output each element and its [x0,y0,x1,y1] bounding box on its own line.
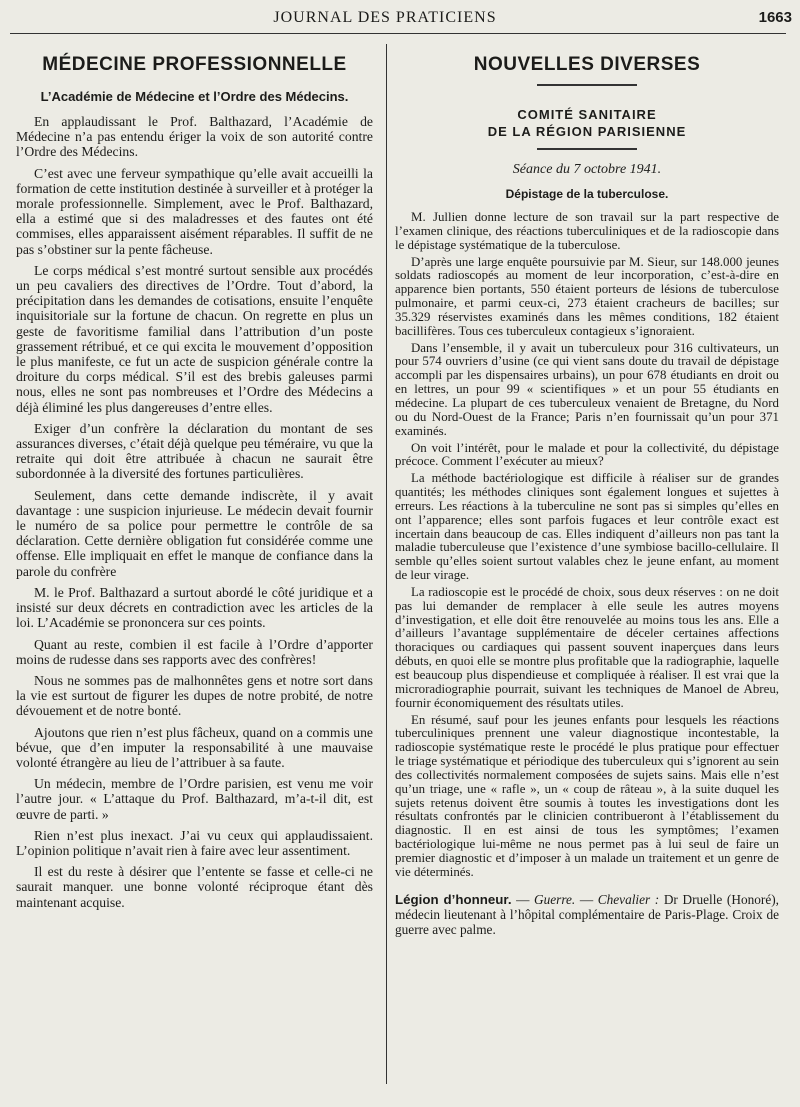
header-rule [10,33,786,34]
left-column [16,50,373,1090]
paragraph: On voit l’intérêt, pour le malade et pour la collectivité, du dépistage précoce. Comment l’exécuter au mieux? [395,440,779,469]
report-body [395,211,779,880]
committee-line: COMITÉ SANITAIRE [517,107,657,122]
paragraph: Le corps médical s’est montré surtout sensible aux procédés un peu cavaliers des directives de l’Ordre. Tout d’abord, la précipitation dans les demandes de cotisations, ensuite l’enquête inquisitoriale sur la fortune de chacun. On regrette en plus un geste de favoritisme familial dans l’attribution d’un poste grassement rétribué, et ce qui excita le mouvement d’opposition le plus manifeste, ce fut un acte de suspicion générale contre la droiture du corps médical. S’il est des brebis galeuses parmi nous, elles ne sont pas nombreuses et l’Ordre des Médecins a déjà éliminé les plus dangereuses d’entre elles. [16,262,373,415]
paragraph: Nous ne sommes pas de malhonnêtes gens et notre sort dans la vie est surtout de figurer les dupes de notre probité, de notre dévouement et de notre bonté. [16,672,373,719]
paragraph: Exiger d’un confrère la déclaration du montant de ses assurances diverses, c’était déjà quelque peu téméraire, vu que la retraite qui doit être attribuée à chacun ne saurait être subordonnée à la diversité des fortunes particulières. [16,420,373,482]
article-body [16,114,373,910]
right-column [395,50,779,1090]
honor-separator: — [511,891,535,907]
paragraph: Seulement, dans cette demande indiscrète, il y avait davantage : une suspicion injurieuse. Le médecin devait fournir le numéro de sa police pour permettre le contrôle de sa déclaration. Cette dernière obligation fut considérée comme une offense. Elle impliquait en effet le manque de confiance dans la parole du confrère [16,487,373,579]
paragraph: C’est avec une ferveur sympathique qu’elle avait accueilli la formation de cette institution destinée à surveiller et à protéger la morale professionnelle. Simplement, avec le Prof. Balthazard, ella a estimé que si des maladresses et des fautes ont été commises, elles apparaissent aisément réparables. Il suffit de ne pas s’obstiner sur la pente fâcheuse. [16,165,373,257]
committee-line: DE LA RÉGION PARISIENNE [487,124,687,139]
committee-rule [537,148,637,150]
honor-category: Guerre. [534,891,576,907]
page-number: 1663 [758,9,792,26]
paragraph: Rien n’est plus inexact. J’ai vu ceux qui applaudissaient. L’opinion politique n’avait rien à faire avec leur assentiment. [16,827,373,858]
session-date: Séance du 7 octobre 1941. [512,162,662,177]
running-head [0,0,800,36]
honor-notice [395,892,779,937]
paragraph: La radioscopie est le procédé de choix, sous deux réserves : on ne doit pas lui demander de remplacer à elle seule les autres moyens d’investigation, et elle doit être renouvelée au moins tous les ans. Elle a d’ailleurs l’avantage supplémentaire de déceler certaines affections thoraciques ou cardiaques qui passent souvent inaperçues dans leurs débuts, en quoi elle se montre plus profitable que la radiographie, laquelle est beaucoup plus dispendieuse et compliquée à réaliser. Il est vrai que la microradiographie pourrait, suivant les techniques de Manoel de Abreu, fournir économiquement des résultats utiles. [395,584,779,710]
paragraph: Dans l’ensemble, il y avait un tuberculeux pour 316 cultivateurs, un pour 574 ouvriers d’usine (ce qui vient sans doute du travail de dépistage accompli par les dispensaires urbains), un pour 678 étudiants en droit ou en lettres, un pour 99 « scientifiques » et un pour 55 étudiants en médecine. La plupart de ces tuberculeux venaient de Bretagne, du Nord ou du Nord-Ouest de la France; Paris n’en fournissait qu’un pour 371 examinés. [395,340,779,438]
paragraph: D’après une large enquête poursuivie par M. Sieur, sur 148.000 jeunes soldats radioscopés au moment de leur incorporation, c’est-à-dire en apparence bien portants, 550 étaient porteurs de lésions de tuberculose pulmonaire, et parmi ceux-ci, 273 étaient cracheurs de bacilles; sur 35.329 réservistes examinés dans les mêmes conditions, 182 étaient bacillifères. Tous ces tuberculeux contagieux s’ignoraient. [395,254,779,338]
paragraph: Ajoutons que rien n’est plus fâcheux, quand on a commis une bévue, que d’en imputer la responsabilité à une mauvaise volonté étrangère au lieu de l’attribuer à sa faute. [16,724,373,770]
committee-heading [395,106,779,140]
section-title-nouvelles: NOUVELLES DIVERSES [473,54,701,75]
paragraph: Un médecin, membre de l’Ordre parisien, est venu me voir l’autre jour. « L’attaque du Prof. Balthazard, m’a-t-il dit, est œuvre de parti. » [16,776,373,822]
section-title-medecine: MÉDECINE PROFESSIONNELLE [42,54,347,75]
paragraph: Il est du reste à désirer que l’entente se fasse et celle-ci ne saurait manquer. une bonne volonté réciproque étant dès maintenant acquise. [16,864,373,910]
honor-text: Dr Druelle (Honoré), médecin lieutenant à l’hôpital complémentaire de Paris-Plage. Croix de guerre avec palme. [395,891,779,937]
article-subtitle: Dépistage de la tuberculose. [505,187,669,201]
paragraph: M. Jullien donne lecture de son travail sur la part respective de l’examen clinique, des réactions tuberculiniques et de la radioscopie dans le dépistage systématique de la tuberculose. [395,210,779,252]
paragraph: En résumé, sauf pour les jeunes enfants pour lesquels les réactions tuberculiniques prennent une valeur diagnostique incontestable, la radioscopie systématique reste le procédé le plus pratique pour effectuer le triage systématique et périodique des tuberculeux qui s’ignorent au sein des collectivités normalement composées de sujets sains. Mais elle n’est qu’un triage, une « rafle », un « coup de râteau », à la suite duquel les sujets retenus doivent être soumis à toutes les investigations dont les résultats confrontés par le clinicien contribueront à l’établissement du diagnostic. Il en est ainsi de tous les symptômes; l’examen bactériologique lui-même ne nous permet pas à lui seul de faire un premier diagnostic et d’imposer à un malade un traitement et un genre de vie déterminés. [395,712,779,879]
honor-rank: Chevalier : [597,891,660,907]
honor-label: Légion d’honneur. [395,891,512,907]
paragraph: En applaudissant le Prof. Balthazard, l’Académie de Médecine n’a pas entendu ériger la voix de son autorité contre l’Ordre des Médecins. [16,114,373,160]
column-divider [386,44,387,1084]
paragraph: Quant au reste, combien il est facile à l’Ordre d’apporter moins de rudesse dans ses rapports avec des confrères! [16,636,373,667]
paragraph: M. le Prof. Balthazard a surtout abordé le côté juridique et a insisté sur deux décrets en contradiction avec les articles de la loi. L’Académie se prononcera sur ces points. [16,584,373,631]
section-rule [537,84,637,86]
paragraph: La méthode bactériologique est difficile à réaliser sur de grandes quantités; les méthodes cliniques sont également longues et sujettes à erreurs. Les réactions à la tuberculine ne sont pas si simples qu’elles en ont l’apparence; elles sont parfois fugaces et leur contrôle exact est incertain dans beaucoup de cas. Elles indiquent d’ailleurs non pas tant la maladie tuberculeuse que l’existence d’une symbiose bacillo-cellulaire. Il semble qu’elles soient surtout valables chez le jeune enfant, au moment de leur virage. [395,471,779,583]
article-title: L’Académie de Médecine et l’Ordre des Médecins. [40,89,349,104]
honor-separator: — [575,891,598,907]
journal-title: JOURNAL DES PRATICIENS [273,9,497,26]
